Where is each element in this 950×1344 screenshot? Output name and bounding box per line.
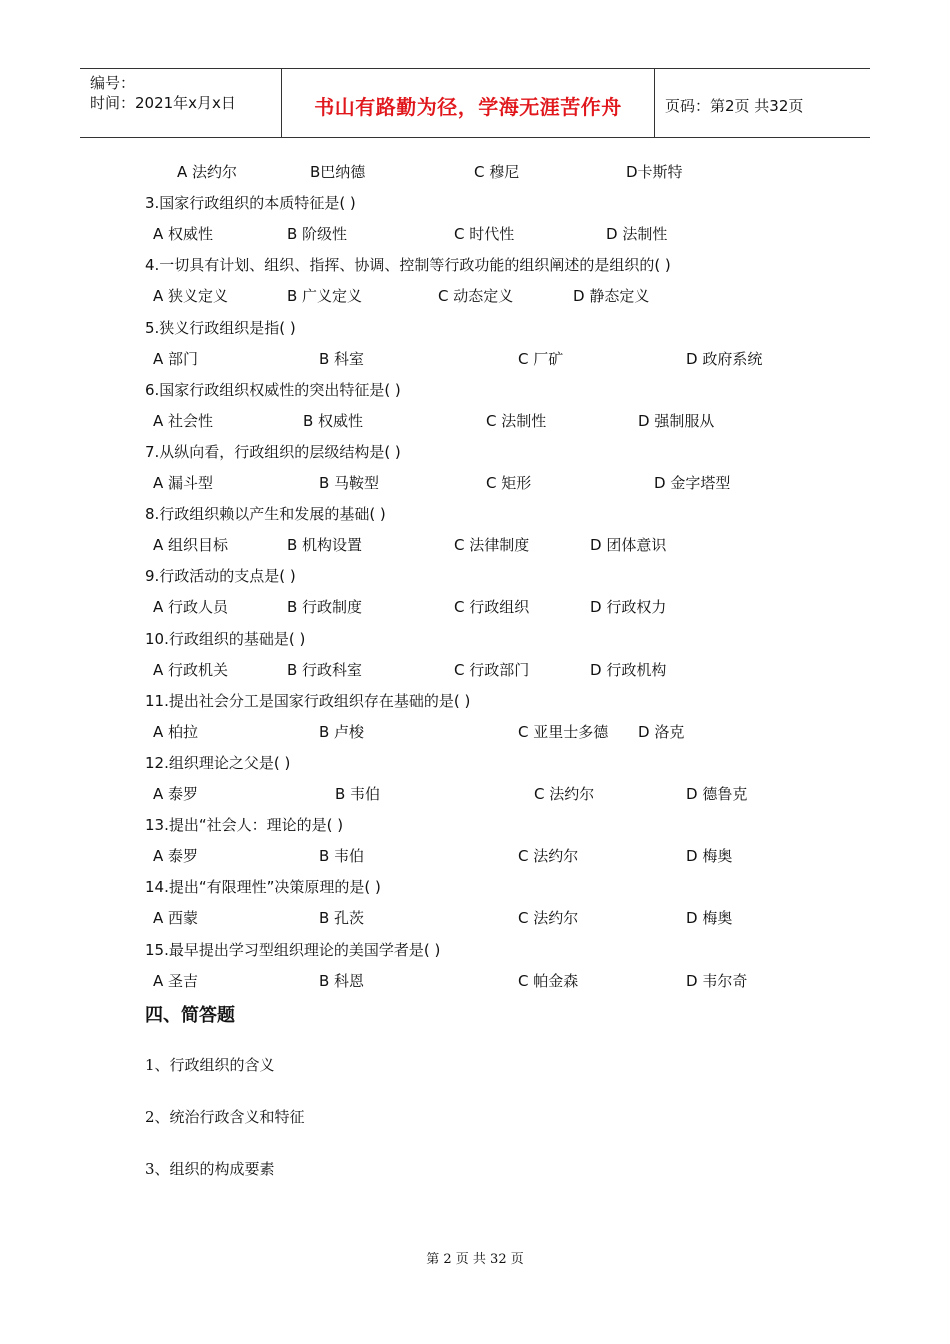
short-question: 3、组织的构成要素 bbox=[145, 1160, 275, 1178]
answer-option: C 行政部门 bbox=[454, 660, 530, 679]
answer-option: A 社会性 bbox=[153, 411, 214, 430]
answer-option: A 柏拉 bbox=[153, 722, 199, 741]
answer-option: B 机构设置 bbox=[287, 536, 363, 555]
answer-option: A 行政人员 bbox=[153, 598, 229, 617]
answer-option: B 科恩 bbox=[319, 971, 365, 990]
answer-option: A 组织目标 bbox=[153, 536, 229, 555]
answer-option: D 强制服从 bbox=[638, 411, 715, 430]
page-footer: 第 2 页 共 32 页 bbox=[426, 1252, 524, 1267]
answer-option: C 穆尼 bbox=[474, 163, 520, 181]
answer-option: D 梅奥 bbox=[686, 909, 733, 928]
answer-option: A 泰罗 bbox=[153, 847, 199, 866]
short-question: 1、行政组织的含义 bbox=[145, 1056, 275, 1074]
page-header bbox=[80, 68, 870, 138]
question-text: 9.行政活动的支点是( ) bbox=[145, 567, 296, 586]
header-page-info: 页码：第2页 共32页 bbox=[665, 97, 804, 115]
question-text: 11.提出社会分工是国家行政组织存在基础的是( ) bbox=[145, 691, 471, 710]
answer-option: D 韦尔奇 bbox=[686, 971, 748, 990]
question-text: 4.一切具有计划、组织、指挥、协调、控制等行政功能的组织阐述的是组织的( ) bbox=[145, 256, 671, 275]
answer-option: C 动态定义 bbox=[438, 287, 514, 306]
answer-option: A 部门 bbox=[153, 349, 199, 368]
answer-option: A 圣吉 bbox=[153, 971, 199, 990]
answer-option: A 泰罗 bbox=[153, 785, 199, 803]
answer-option: A 法约尔 bbox=[177, 163, 238, 181]
section-title: 四、简答题 bbox=[145, 1005, 235, 1026]
question-text: 12.组织理论之父是( ) bbox=[145, 753, 291, 772]
short-question: 2、统治行政含义和特征 bbox=[145, 1108, 305, 1126]
answer-option: D 德鲁克 bbox=[686, 785, 748, 803]
time-label: 时间：2021年x月x日 bbox=[90, 94, 236, 112]
answer-option: C 厂矿 bbox=[518, 349, 564, 368]
answer-option: B 卢梭 bbox=[319, 722, 365, 741]
answer-option: D 洛克 bbox=[638, 722, 685, 741]
answer-option: A 漏斗型 bbox=[153, 474, 214, 492]
question-text: 14.提出“有限理性”决策原理的是( ) bbox=[145, 878, 381, 897]
answer-option: B 行政科室 bbox=[287, 660, 363, 679]
answer-option: D 团体意识 bbox=[590, 536, 667, 555]
question-text: 5.狭义行政组织是指( ) bbox=[145, 318, 296, 337]
question-text: 15.最早提出学习型组织理论的美国学者是( ) bbox=[145, 940, 441, 959]
answer-option: D 法制性 bbox=[606, 225, 668, 244]
question-text: 6.国家行政组织权威性的突出特征是( ) bbox=[145, 380, 401, 399]
answer-option: D 行政机构 bbox=[590, 660, 667, 679]
answer-option: C 行政组织 bbox=[454, 598, 530, 617]
answer-option: D 梅奥 bbox=[686, 847, 733, 866]
answer-option: B 孔茨 bbox=[319, 909, 365, 928]
answer-option: D 政府系统 bbox=[686, 349, 763, 368]
question-text: 13.提出“社会人：理论的是( ) bbox=[145, 816, 344, 835]
answer-option: B 马鞍型 bbox=[319, 474, 380, 492]
answer-option: A 狭义定义 bbox=[153, 287, 229, 306]
question-text: 10.行政组织的基础是( ) bbox=[145, 629, 306, 648]
answer-option: D 静态定义 bbox=[573, 287, 650, 306]
question-text: 7.从纵向看，行政组织的层级结构是( ) bbox=[145, 442, 401, 461]
answer-option: C 时代性 bbox=[454, 225, 515, 244]
answer-option: A 西蒙 bbox=[153, 909, 199, 928]
answer-option: C 亚里士多德 bbox=[518, 722, 609, 741]
header-motto: 书山有路勤为径，学海无涯苦作舟 bbox=[314, 95, 622, 119]
answer-option: B 权威性 bbox=[303, 411, 364, 430]
answer-option: B 韦伯 bbox=[335, 785, 381, 803]
answer-option: A 行政机关 bbox=[153, 660, 229, 679]
answer-option: C 矩形 bbox=[486, 474, 532, 492]
answer-option: C 法律制度 bbox=[454, 536, 530, 555]
number-label: 编号： bbox=[90, 74, 136, 92]
header-meta bbox=[90, 73, 236, 113]
question-text: 3.国家行政组织的本质特征是( ) bbox=[145, 194, 356, 213]
header-divider bbox=[654, 69, 655, 137]
answer-option: B 韦伯 bbox=[319, 847, 365, 866]
answer-option: D 金字塔型 bbox=[654, 474, 731, 492]
answer-option: D卡斯特 bbox=[626, 163, 683, 181]
answer-option: C 法约尔 bbox=[518, 847, 579, 866]
answer-option: C 法约尔 bbox=[534, 785, 595, 803]
answer-option: B 广义定义 bbox=[287, 287, 363, 306]
answer-option: C 帕金森 bbox=[518, 971, 579, 990]
answer-option: B 科室 bbox=[319, 349, 365, 368]
answer-option: A 权威性 bbox=[153, 225, 214, 244]
answer-option: D 行政权力 bbox=[590, 598, 667, 617]
answer-option: C 法约尔 bbox=[518, 909, 579, 928]
answer-option: C 法制性 bbox=[486, 411, 547, 430]
question-text: 8.行政组织赖以产生和发展的基础( ) bbox=[145, 505, 386, 524]
answer-option: B 行政制度 bbox=[287, 598, 363, 617]
answer-option: B 阶级性 bbox=[287, 225, 348, 244]
answer-option: B巴纳德 bbox=[310, 163, 366, 181]
